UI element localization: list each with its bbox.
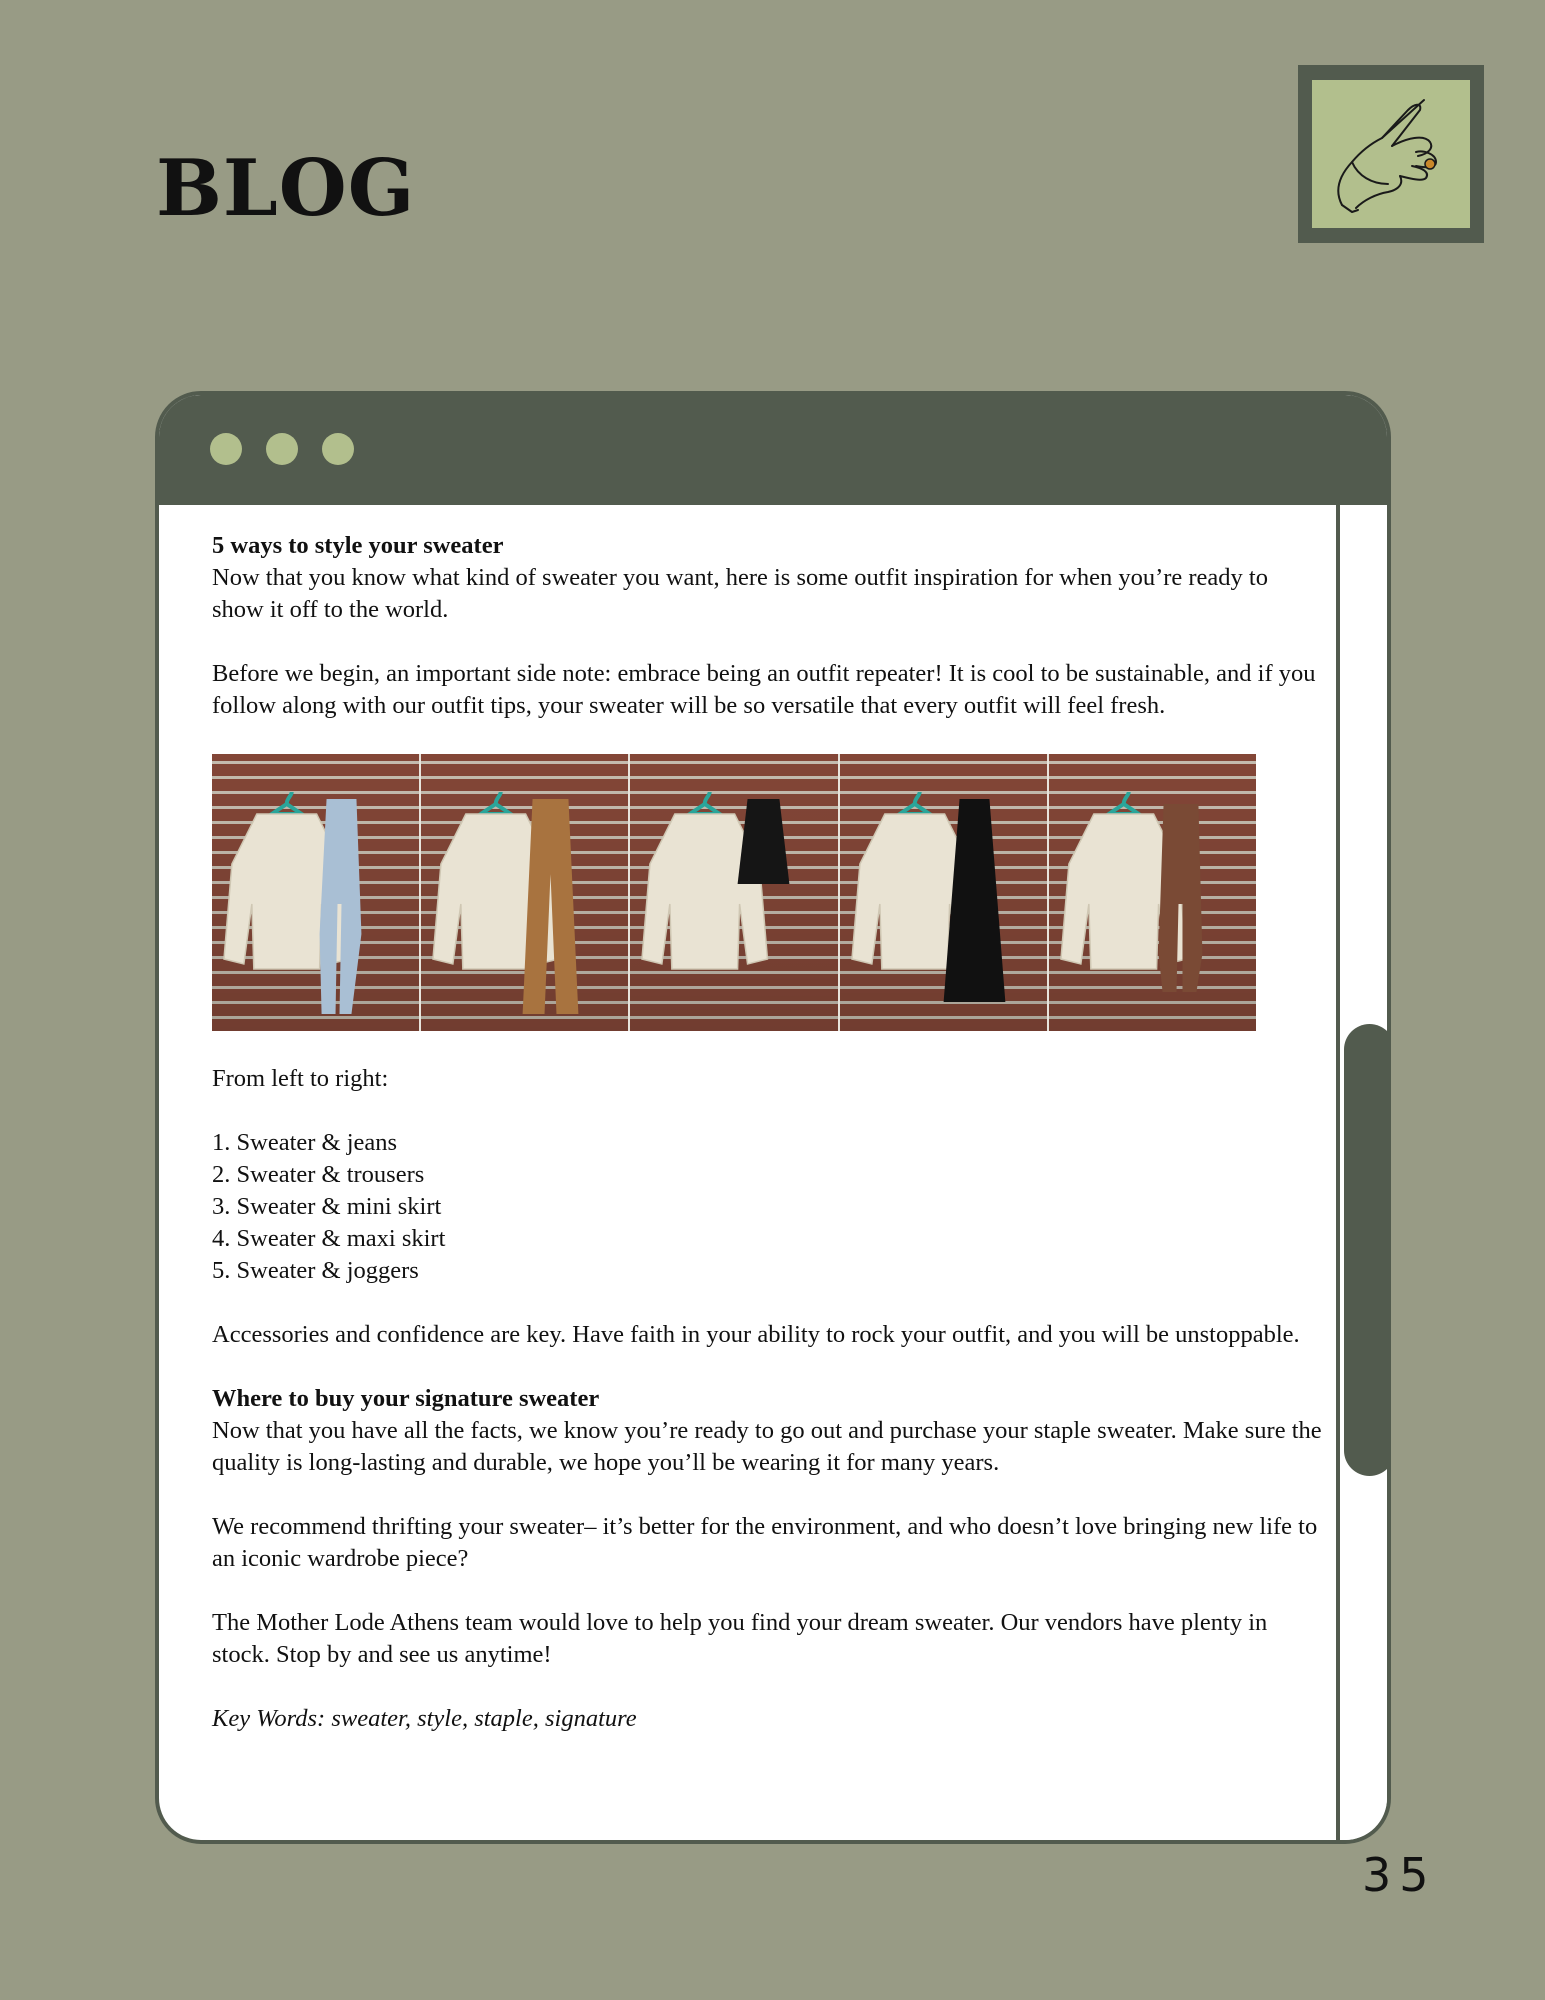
sweater-and-trousers-photo: [421, 754, 630, 1031]
paragraph: The Mother Lode Athens team would love to help you find your dream sweater. Our vendors have plenty in stock. Stop by and see us anytime!: [212, 1609, 1268, 1668]
list-item: 5. Sweater & joggers: [212, 1257, 419, 1284]
section-heading: Where to buy your signature sweater: [212, 1385, 600, 1412]
page-number: 35: [1362, 1848, 1437, 1902]
sweater-and-joggers-photo: [1049, 754, 1256, 1031]
window-dot-icon[interactable]: [322, 433, 354, 465]
browser-window: [155, 391, 1391, 1844]
outfit-illustration: [212, 754, 419, 1031]
scrollbar-track[interactable]: [1336, 505, 1391, 1844]
list-item: 3. Sweater & mini skirt: [212, 1193, 442, 1220]
hanger-icon: [481, 792, 511, 814]
page-title: BLOG: [156, 143, 416, 234]
list-item: 1. Sweater & jeans: [212, 1129, 398, 1156]
bottom-garment-icon: [738, 799, 790, 884]
list-item: 4. Sweater & maxi skirt: [212, 1225, 446, 1252]
hanger-icon: [899, 792, 929, 814]
title-bar: [159, 395, 1387, 505]
section-where-to-buy: [212, 1383, 1322, 1479]
hanger-icon: [690, 792, 720, 814]
paragraph: Accessories and confidence are key. Have faith in your ability to rock your outfit, and you will be unstoppable.: [212, 1321, 1300, 1348]
outfit-illustration: [421, 754, 628, 1031]
section-intro: [212, 530, 1322, 626]
hanger-icon: [272, 792, 302, 814]
logo: [1298, 65, 1484, 243]
section-heading: 5 ways to style your sweater: [212, 532, 504, 559]
outfit-list: [212, 1127, 1322, 1287]
article-content: [212, 530, 1322, 1767]
bottom-garment-icon: [1158, 804, 1202, 992]
paragraph: From left to right:: [212, 1065, 389, 1092]
outfit-illustration: [1049, 754, 1256, 1031]
list-item: 2. Sweater & trousers: [212, 1161, 425, 1188]
hanger-icon: [1109, 792, 1139, 814]
paragraph: We recommend thrifting your sweater– it’s better for the environment, and who doesn’t love bringing new life to an iconic wardrobe piece?: [212, 1513, 1318, 1572]
sweater-and-maxi-skirt-photo: [840, 754, 1049, 1031]
sweater-and-mini-skirt-photo: [630, 754, 839, 1031]
scrollbar-thumb[interactable]: [1344, 1024, 1391, 1476]
outfit-illustration: [840, 754, 1047, 1031]
paragraph: Before we begin, an important side note: embrace being an outfit repeater! It is cool to be sustainable, and if you follow along with our outfit tips, your sweater will be so versatile that every outfit will feel fresh.: [212, 660, 1316, 719]
paragraph: Now that you have all the facts, we know you’re ready to go out and purchase your staple sweater. Make sure the quality is long-lasting and durable, we hope you’ll be wearing it for many years.: [212, 1417, 1322, 1476]
keywords: Key Words: sweater, style, staple, signature: [212, 1705, 637, 1732]
sweater-and-jeans-photo: [212, 754, 421, 1031]
outfit-photo-strip: [212, 754, 1256, 1031]
outfit-illustration: [630, 754, 837, 1031]
hand-logo-icon: [1312, 80, 1470, 228]
window-dot-icon[interactable]: [210, 433, 242, 465]
window-dot-icon[interactable]: [266, 433, 298, 465]
paragraph: Now that you know what kind of sweater you want, here is some outfit inspiration for when you’re ready to show it off to the world.: [212, 564, 1268, 623]
